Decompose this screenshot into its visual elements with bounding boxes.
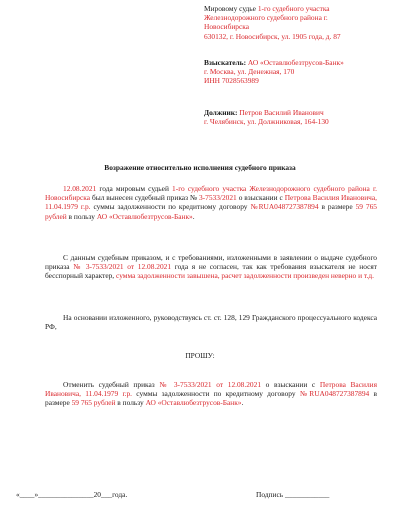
- p4-text-6: .: [241, 398, 244, 408]
- court-name: 1-го судебного участка Железнодорожного судебного района г. Новосибирска: [45, 184, 377, 203]
- order-reference: № 3-7533/2021 от 12.08.2021: [73, 262, 172, 272]
- court-block: [204, 4, 394, 41]
- objection-reason: сумма задолженности завышена, расчет задолженности произведен неверно и т.д.: [116, 271, 375, 281]
- debtor-name: Петров Василий Иванович: [239, 108, 324, 117]
- court-prefix: Мировому судье: [204, 4, 258, 13]
- p1-text-5: в размере: [318, 202, 356, 212]
- p2-text-2: года я не согласен, так как требования взыскателя не носят бесспорный характер,: [45, 262, 377, 281]
- p1-text-4: суммы задолженности по кредитному договору: [90, 202, 251, 212]
- p4-text-1: Отменить судебный приказ: [63, 380, 160, 389]
- debtor-address: г. Челябинск, ул. Должниковая, 164-130: [204, 117, 329, 127]
- claimant-label: Взыскатель:: [204, 58, 247, 67]
- p4-text-5: в пользу: [115, 398, 146, 408]
- claimant-block: [204, 58, 394, 86]
- paragraph-order-info: [45, 184, 377, 221]
- order-date: 12.08.2021: [63, 184, 97, 193]
- claimant-address: г. Москва, ул. Денежная, 170: [204, 67, 295, 77]
- request-bank: АО «Оставлюбезтрусов-Банк»: [145, 398, 242, 408]
- p4-text-2: о взыскании с: [261, 380, 320, 389]
- order-number: 3-7533/2021: [198, 193, 237, 203]
- p4-text-4: в размере: [45, 389, 377, 408]
- debt-amount: 59 765 рублей: [45, 202, 377, 221]
- p1-text-1: года мировым судьей: [96, 184, 173, 193]
- legal-basis-text: На основании изложенного, руководствуясь ст. ст. 128, 129 Гражданского процессуального кодекса РФ,: [45, 313, 377, 332]
- claimant-name: АО «Оставлюбезтрусов-Банк»: [247, 58, 344, 67]
- request-debtor-ref: Петрова Василия Ивановича, 11.04.1979 г.р.: [45, 380, 377, 399]
- date-line: «____»_______________20___года.: [16, 490, 128, 499]
- p1-text-7: .: [192, 211, 195, 221]
- paragraph-request: [45, 380, 377, 408]
- request-amount: 59 765 рублей: [71, 398, 116, 408]
- request-contract: №RUA048727387894: [299, 389, 370, 399]
- debtor-ref: Петрова Василия Ивановича, 11.04.1979 г.р.: [45, 193, 378, 212]
- p1-text-3: о взыскании с: [236, 193, 285, 203]
- debtor-label: Должник:: [204, 108, 238, 117]
- paragraph-legal-basis: [45, 313, 377, 331]
- p4-text-3: суммы задолженности по кредитному договору: [132, 389, 300, 399]
- court-address: 630132, г. Новосибирск, ул. 1905 года, д. 87: [204, 31, 341, 41]
- claimant-inn: ИНН 7028563989: [204, 76, 259, 86]
- court-city: Новосибирска: [204, 22, 250, 32]
- request-heading: ПРОШУ:: [185, 351, 215, 360]
- document-title: Возражение относительно исполнения судебного приказа: [104, 163, 296, 172]
- p1-text-2: был вынесен судебный приказ №: [90, 193, 199, 203]
- p1-text-6: в пользу: [66, 211, 97, 221]
- bank-name: АО «Оставлюбезтрусов-Банк»: [96, 211, 193, 221]
- debtor-block: [204, 108, 394, 126]
- court-district: Железнодорожного судебного района г.: [204, 13, 328, 23]
- contract-number: №RUA048727387894: [250, 202, 319, 212]
- paragraph-objection: [45, 253, 377, 281]
- request-order-ref: № 3-7533/2021 от 12.08.2021: [159, 380, 262, 389]
- court-section: 1-го судебного участка: [257, 4, 330, 13]
- p2-text-1: С данным судебным приказом, и с требованиями, изложенными в заявлении о выдаче судебного приказа: [45, 253, 377, 272]
- signature-line: Подпись ____________: [256, 490, 330, 499]
